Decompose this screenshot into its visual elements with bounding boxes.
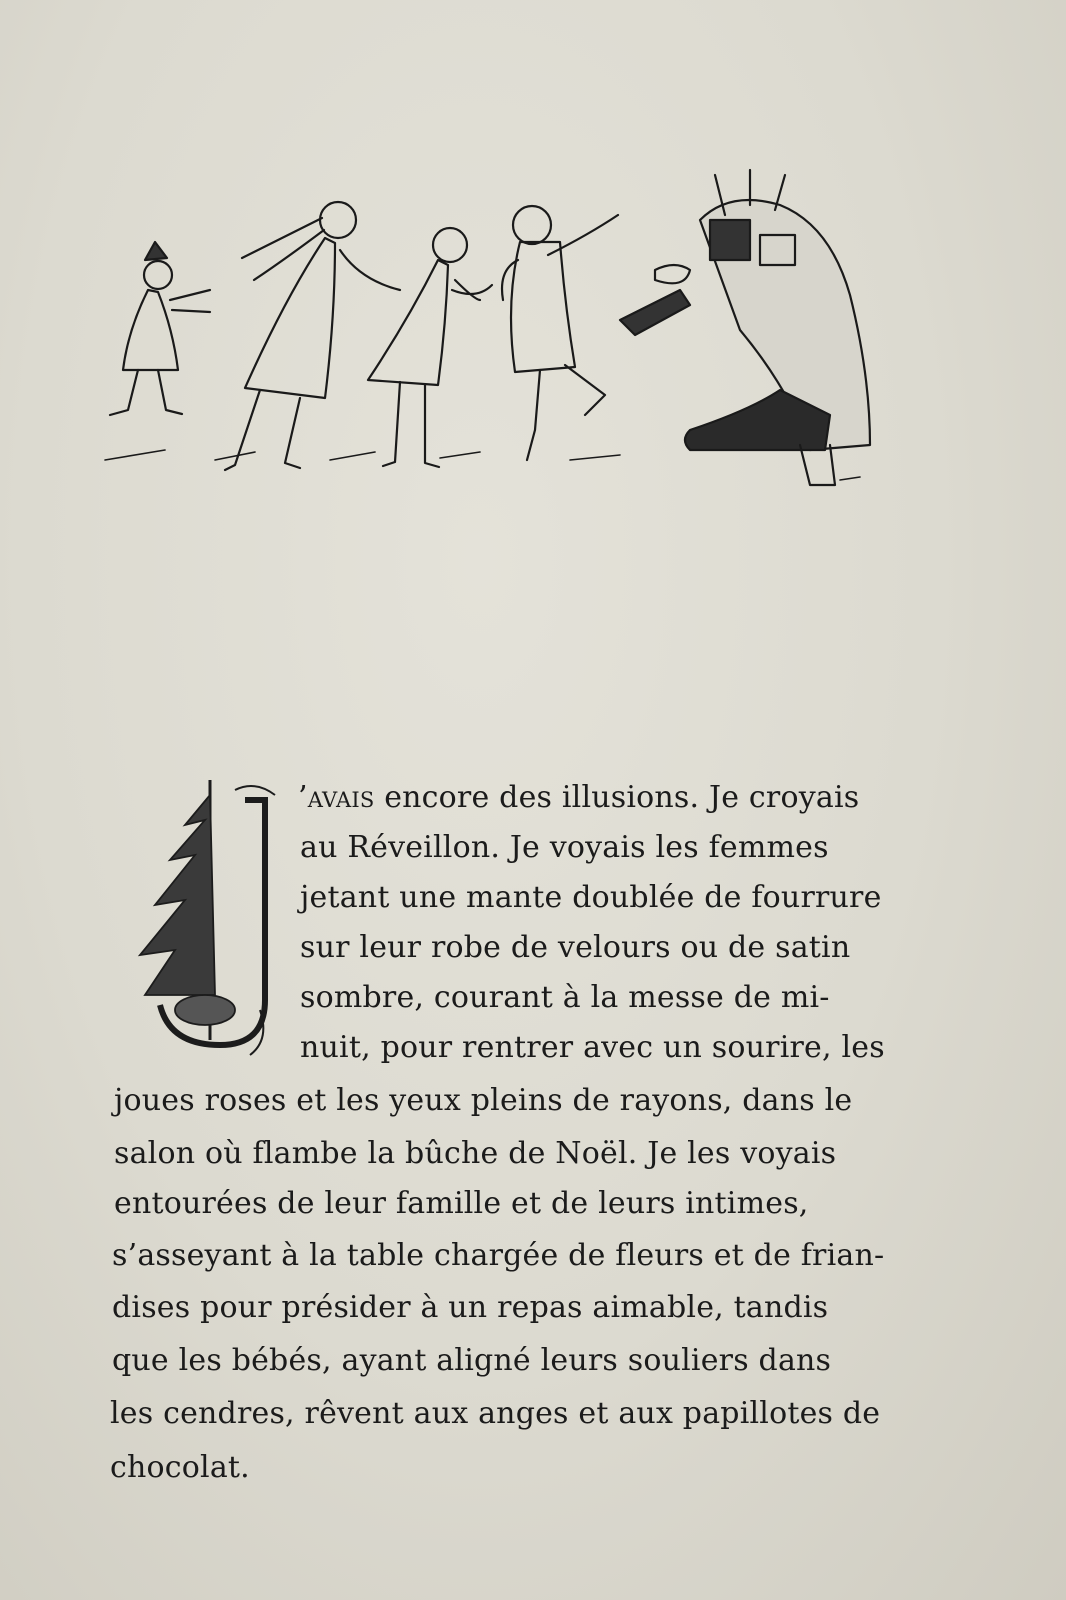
text-line-6: nuit, pour rentrer avec un sourire, les xyxy=(300,1030,885,1065)
text-line-14: chocolat. xyxy=(110,1450,250,1485)
child-figure-4 xyxy=(502,206,618,460)
child-figure-2 xyxy=(225,202,400,470)
children-running-to-santa-sack-illustration xyxy=(100,160,900,510)
ornamental-drop-cap xyxy=(135,770,285,1070)
line-1-rest: encore des illusions. Je croyais xyxy=(374,780,860,815)
lead-small-caps: ’avais xyxy=(298,780,375,815)
text-line-7: joues roses et les yeux pleins de rayons, dans le xyxy=(114,1083,853,1118)
child-figure-3 xyxy=(368,228,492,467)
toy-sack-and-boot xyxy=(620,170,870,485)
text-line-1 xyxy=(298,780,859,815)
text-line-12: que les bébés, ayant aligné leurs souliers dans xyxy=(112,1343,832,1378)
text-line-2: au Réveillon. Je voyais les femmes xyxy=(300,830,829,865)
text-line-11: dises pour présider à un repas aimable, tandis xyxy=(112,1290,829,1325)
text-line-3: jetant une mante doublée de fourrure xyxy=(300,880,882,915)
text-line-9: entourées de leur famille et de leurs intimes, xyxy=(114,1186,809,1221)
text-line-13: les cendres, rêvent aux anges et aux papillotes de xyxy=(110,1396,881,1431)
text-line-10: s’asseyant à la table chargée de fleurs et de frian- xyxy=(112,1238,885,1273)
child-figure-1 xyxy=(110,242,210,415)
fir-tree-dropcap-j-icon xyxy=(135,770,285,1070)
text-line-4: sur leur robe de velours ou de satin xyxy=(300,930,851,965)
text-line-8: salon où flambe la bûche de Noël. Je les voyais xyxy=(114,1136,837,1171)
text-line-5: sombre, courant à la messe de mi- xyxy=(300,980,830,1015)
